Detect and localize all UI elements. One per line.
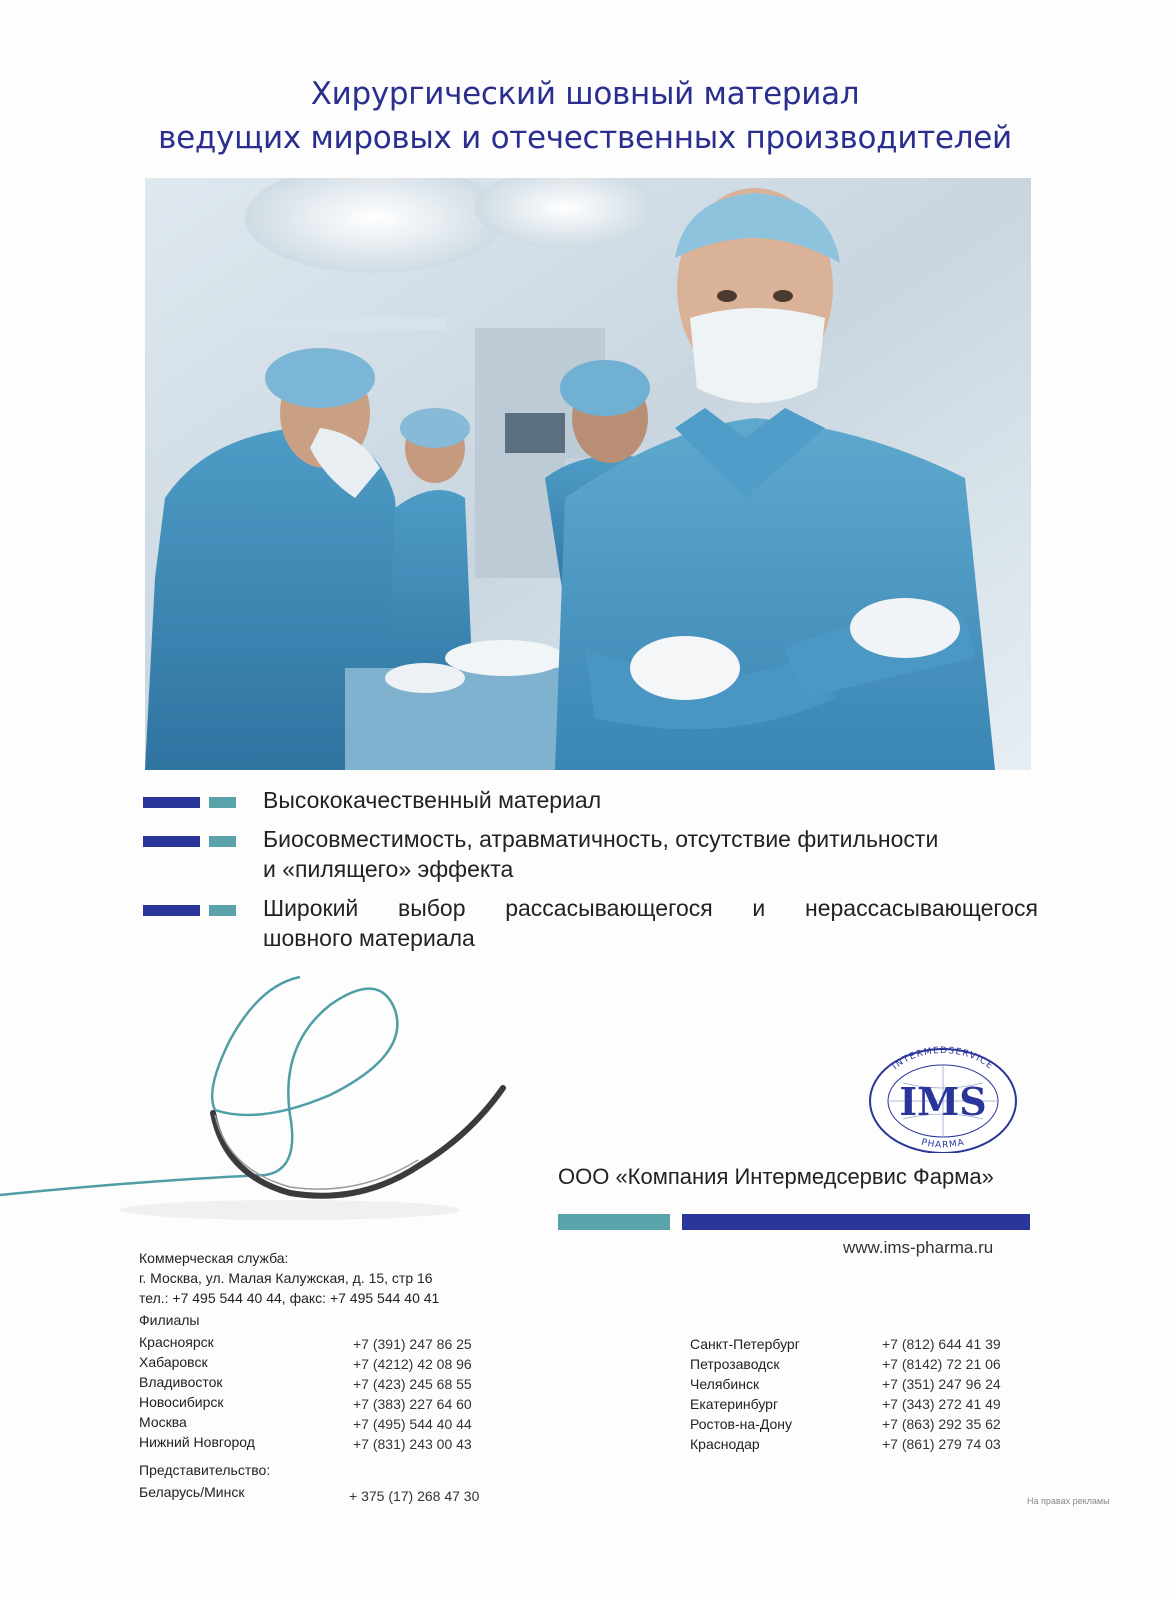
feature-text-line-2: и «пилящего» эффекта [263,856,514,882]
feature-text-line-1: Широкий выбор рассасывающегося и нерассасывающегося [263,895,1038,921]
branches-label: Филиалы [139,1312,200,1328]
headline-line-2: ведущих мировых и отечественных производителей [158,120,1012,156]
headline-line-1: Хирургический шовный материал [310,76,860,112]
branch-city: Екатеринбург [690,1396,779,1412]
branch-city: Ростов-на-Дону [690,1416,792,1432]
bullet-bar-teal [209,836,236,847]
representative-phone: + 375 (17) 268 47 30 [349,1488,480,1504]
feature-bullet-2 [143,824,1043,886]
branch-phone: +7 (343) 272 41 49 [882,1396,1001,1412]
commercial-address: г. Москва, ул. Малая Калужская, д. 15, стр 16 [139,1270,433,1286]
branch-phone: +7 (812) 644 41 39 [882,1336,1001,1352]
feature-bullet-3 [143,893,1043,955]
suture-needle-image [0,965,520,1235]
branch-city: Хабаровск [139,1354,208,1370]
company-name: ООО «Компания Интермедсервис Фарма» [558,1164,994,1189]
branch-city: Владивосток [139,1374,223,1390]
ims-logo [868,1043,1018,1153]
branch-city: Челябинск [690,1376,760,1392]
branch-phone: +7 (351) 247 96 24 [882,1376,1001,1392]
bullet-bar-navy [143,797,200,808]
branch-phone: +7 (8142) 72 21 06 [882,1356,1001,1372]
bullet-bar-teal [209,797,236,808]
branch-city: Краснодар [690,1436,760,1452]
logo-wordmark: IMS [899,1079,987,1124]
logo-ring-bottom-text: PHARMA [920,1137,966,1151]
commercial-label: Коммерческая служба: [139,1250,289,1266]
feature-text-line-2: шовного материала [263,925,475,951]
website-link[interactable]: www.ims-pharma.ru [843,1238,994,1257]
representative-city: Беларусь/Минск [139,1484,245,1500]
branch-phone: +7 (863) 292 35 62 [882,1416,1001,1432]
bullet-bar-navy [143,836,200,847]
branch-city: Красноярск [139,1334,214,1350]
feature-bullet-1 [143,785,1043,825]
representative-label: Представительство: [139,1462,271,1478]
brand-bar-navy [682,1214,1030,1230]
branch-phone: +7 (495) 544 40 44 [353,1416,472,1432]
branch-phone: +7 (831) 243 00 43 [353,1436,472,1452]
branch-city: Санкт-Петербург [690,1336,800,1352]
feature-text-line-1: Биосовместимость, атравматичность, отсутствие фитильности [263,826,939,852]
branch-phone: +7 (4212) 42 08 96 [353,1356,472,1372]
commercial-phones: тел.: +7 495 544 40 44, факс: +7 495 544 40 41 [139,1290,440,1306]
branch-city: Нижний Новгород [139,1434,255,1450]
bullet-bar-navy [143,905,200,916]
ad-disclaimer: На правах рекламы [1027,1496,1110,1506]
branch-city: Петрозаводск [690,1356,780,1372]
branch-phone: +7 (423) 245 68 55 [353,1376,472,1392]
logo-ring-top-text: INTERMEDSERVICE [890,1045,996,1073]
branch-phone: +7 (383) 227 64 60 [353,1396,472,1412]
brand-bar-teal [558,1214,670,1230]
branch-phone: +7 (391) 247 86 25 [353,1336,472,1352]
branch-city: Москва [139,1414,187,1430]
branch-city: Новосибирск [139,1394,224,1410]
surgeons-photo [145,178,1031,770]
branch-phone: +7 (861) 279 74 03 [882,1436,1001,1452]
feature-text: Высококачественный материал [263,787,602,813]
bullet-bar-teal [209,905,236,916]
